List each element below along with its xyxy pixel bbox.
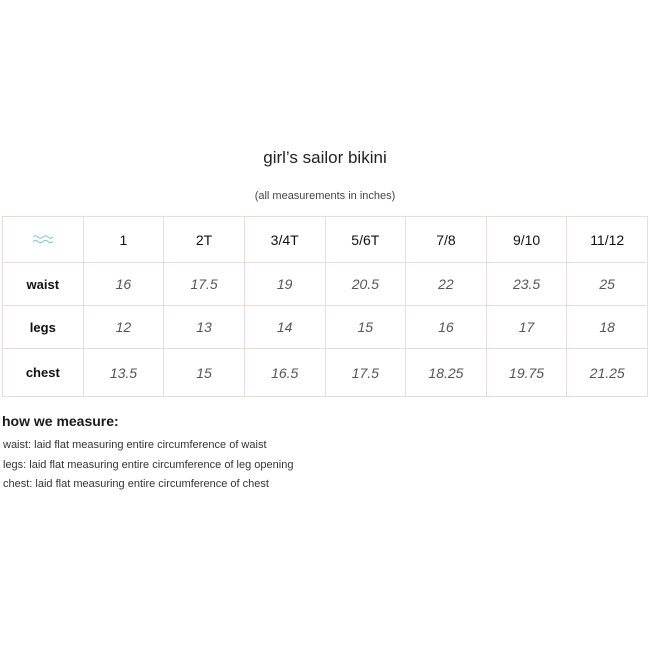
table-cell: 17 — [486, 306, 567, 349]
size-header-9-10: 9/10 — [486, 217, 567, 263]
row-label-legs: legs — [3, 306, 84, 349]
size-header-row — [3, 217, 648, 263]
size-header-1: 1 — [83, 217, 164, 263]
table-cell: 16 — [83, 263, 164, 306]
page-subtitle: (all measurements in inches) — [254, 190, 396, 202]
size-header-3-4t: 3/4T — [244, 217, 325, 263]
row-label-chest: chest — [3, 349, 84, 397]
size-header-11-12: 11/12 — [567, 217, 648, 263]
table-row-waist — [3, 263, 648, 306]
table-cell: 25 — [567, 263, 648, 306]
table-cell: 17.5 — [325, 349, 406, 397]
table-row-legs — [3, 306, 648, 349]
table-cell: 15 — [325, 306, 406, 349]
size-header-7-8: 7/8 — [406, 217, 487, 263]
row-label-waist: waist — [3, 263, 84, 306]
table-cell: 21.25 — [567, 349, 648, 397]
table-cell: 12 — [83, 306, 164, 349]
table-row-chest — [3, 349, 648, 397]
table-cell: 19.75 — [486, 349, 567, 397]
wave-icon — [32, 234, 54, 244]
table-cell: 20.5 — [325, 263, 406, 306]
list-item-legs: legs: laid flat measuring entire circumference of leg opening — [3, 458, 294, 471]
table-cell: 22 — [406, 263, 487, 306]
table-cell: 16.5 — [244, 349, 325, 397]
size-header-5-6t: 5/6T — [325, 217, 406, 263]
table-cell: 19 — [244, 263, 325, 306]
corner-cell — [3, 217, 84, 263]
table-cell: 18 — [567, 306, 648, 349]
table-cell: 18.25 — [406, 349, 487, 397]
table-cell: 15 — [164, 349, 245, 397]
table-cell: 16 — [406, 306, 487, 349]
table-cell: 23.5 — [486, 263, 567, 306]
list-item-waist: waist: laid flat measuring entire circumference of waist — [3, 439, 267, 451]
size-chart-table — [2, 216, 648, 397]
how-we-measure-list — [3, 436, 293, 495]
list-item-chest: chest: laid flat measuring entire circumference of chest — [3, 478, 269, 490]
size-header-2t: 2T — [164, 217, 245, 263]
table-cell: 17.5 — [164, 263, 245, 306]
page-title: girl’s sailor bikini — [263, 148, 387, 167]
table-cell: 14 — [244, 306, 325, 349]
table-cell: 13.5 — [83, 349, 164, 397]
how-we-measure-heading: how we measure: — [2, 413, 119, 429]
table-cell: 13 — [164, 306, 245, 349]
